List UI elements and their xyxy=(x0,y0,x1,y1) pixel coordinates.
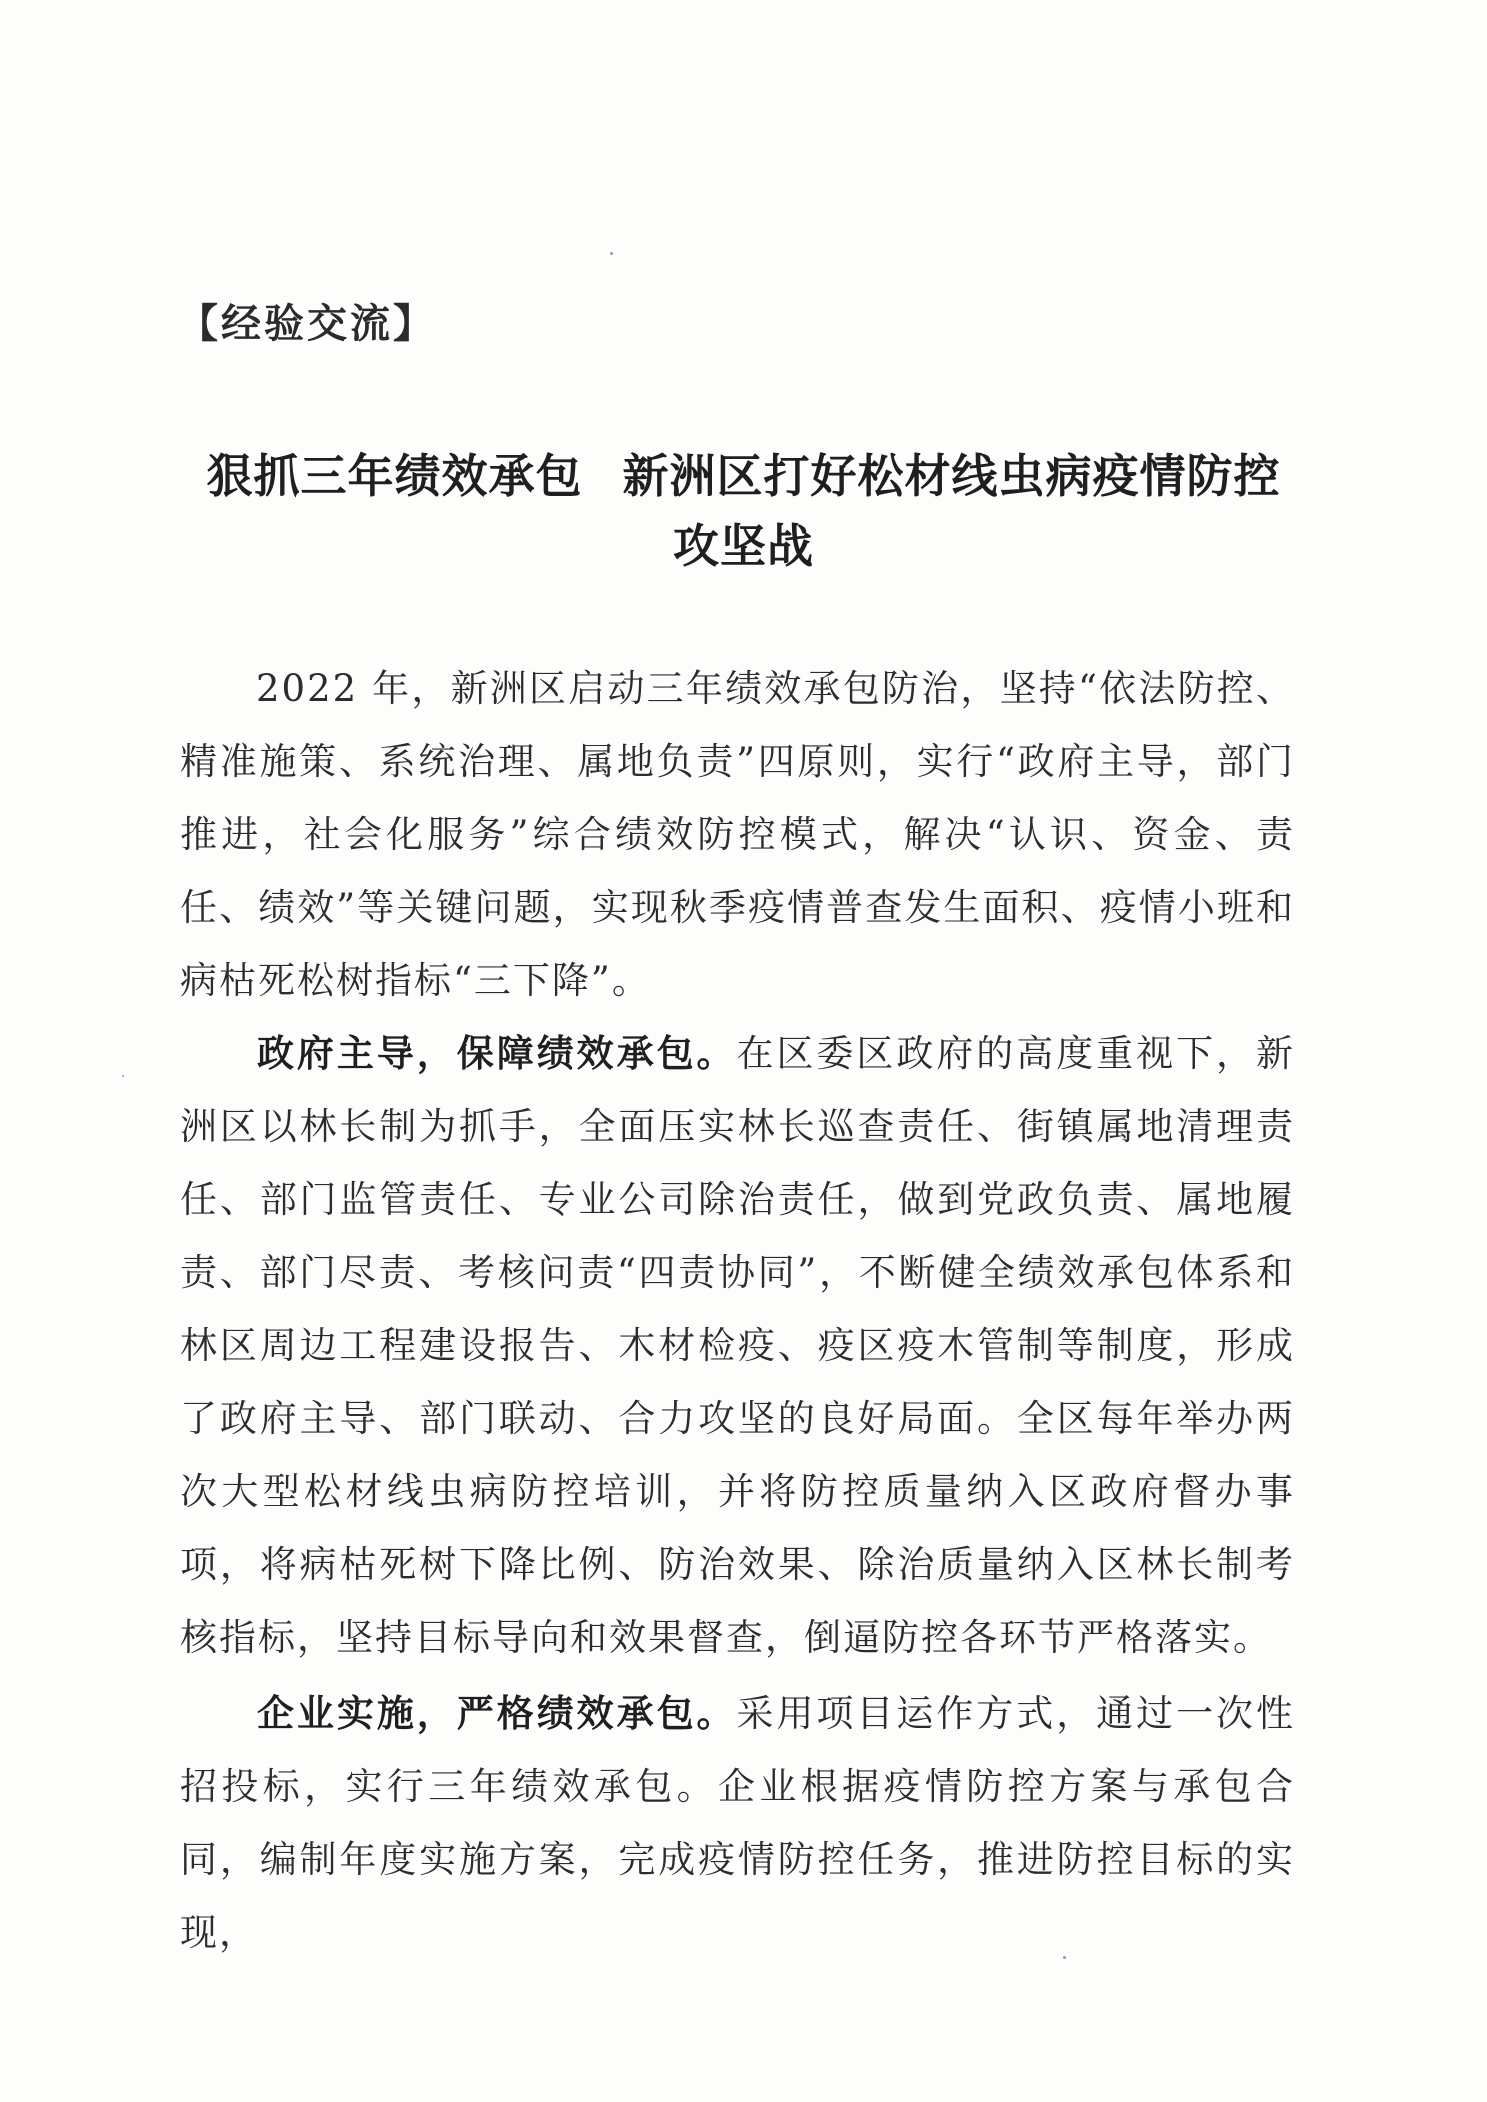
scan-speck xyxy=(1063,1956,1066,1959)
section-tag: 【经验交流】 xyxy=(178,300,436,347)
paragraph-lead: 政府主导，保障绩效承包。 xyxy=(256,1032,737,1075)
scan-speck xyxy=(610,252,613,255)
paragraph-government xyxy=(180,1017,1295,1674)
article-title xyxy=(150,440,1337,506)
title-part-3: 攻坚战 xyxy=(673,519,814,573)
title-part-1: 狠抓三年绩效承包 xyxy=(206,449,583,503)
paragraph-enterprise xyxy=(180,1677,1295,1969)
title-part-2: 新洲区打好松材线虫病疫情防控 xyxy=(622,449,1281,503)
paragraph-lead: 企业实施，严格绩效承包。 xyxy=(256,1692,737,1735)
paragraph-text: 采用项目运作方式，通过一次性招投标，实行三年绩效承包。企业根据疫情防控方案与承包合同，编制年度实施方案，完成疫情防控任务，推进防控目标的实现， xyxy=(180,1692,1295,1954)
paragraph-text: 在区委区政府的高度重视下，新洲区以林长制为抓手，全面压实林长巡查责任、街镇属地清理责任、部门监管责任、专业公司除治责任，做到党政负责、属地履责、部门尽责、考核问责“四责协同”，不断健全绩效承包体系和林区周边工程建设报告、木材检疫、疫区疫木管制等制度，形成了政府主导、部门联动、合力攻坚的良好局面。全区每年举办两次大型松材线虫病防控培训，并将防控质量纳入区政府督办事项，将病枯死树下降比例、防治效果、除治质量纳入区林长制考核指标，坚持目标导向和效果督查，倒逼防控各环节严格落实。 xyxy=(180,1032,1295,1659)
paragraph-intro xyxy=(180,652,1295,1017)
paragraph-text: 2022 年，新洲区启动三年绩效承包防治，坚持“依法防控、精准施策、系统治理、属地负责”四原则，实行“政府主导，部门推进，社会化服务”综合绩效防控模式，解决“认识、资金、责任、绩效”等关键问题，实现秋季疫情普查发生面积、疫情小班和病枯死松树指标“三下降”。 xyxy=(180,667,1295,1002)
article-title-continued xyxy=(150,510,1337,576)
scan-speck xyxy=(122,1075,124,1077)
